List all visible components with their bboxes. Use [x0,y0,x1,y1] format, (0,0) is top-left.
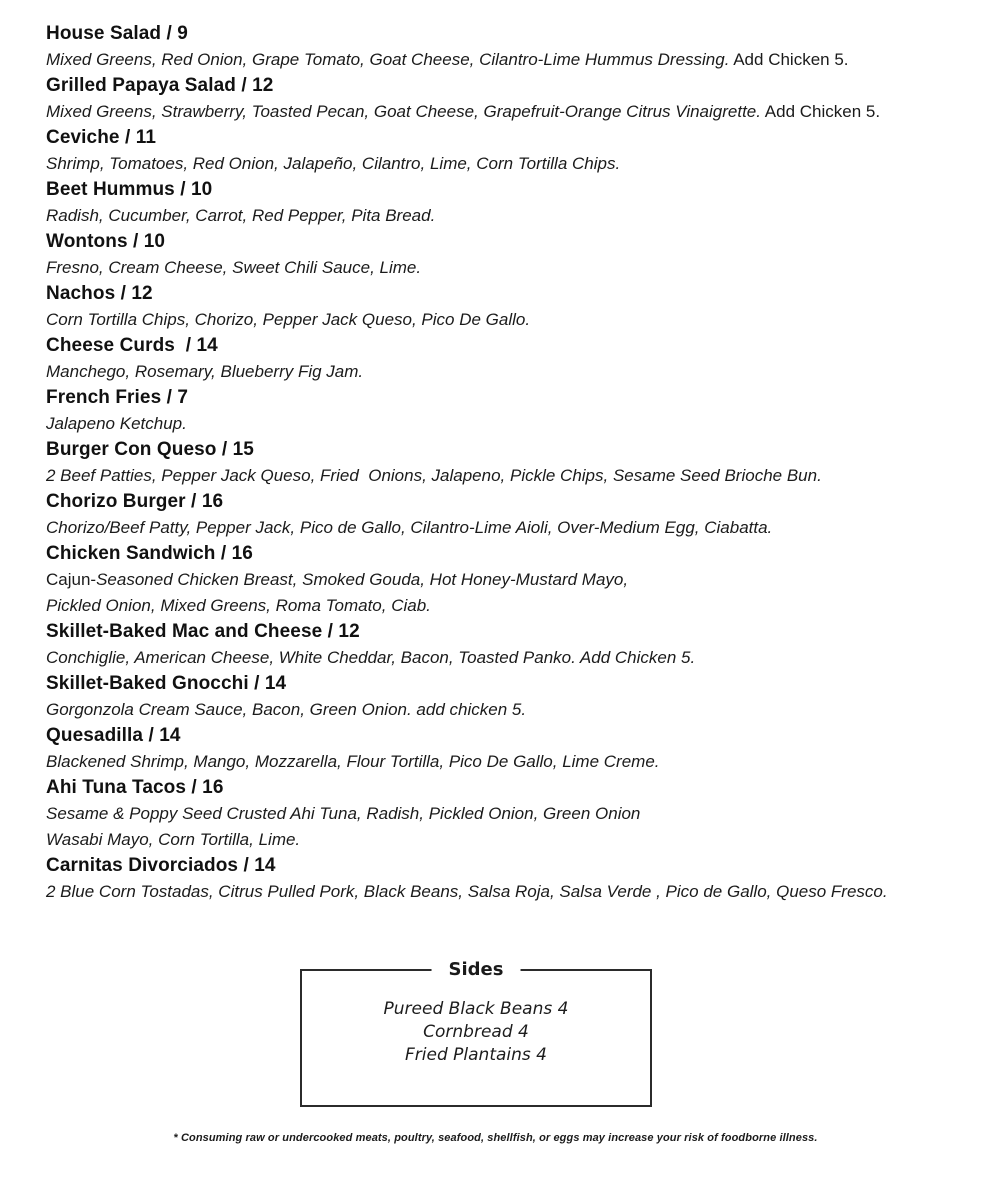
menu-item-description [46,411,965,437]
description-segment: Sesame & Poppy Seed Crusted Ahi Tuna, Radish, Pickled Onion, Green Onion [46,804,641,823]
sides-item: Fried Plantains 4 [405,1045,547,1065]
menu-item-description [46,359,965,385]
menu-item-title: Wontons / 10 [46,231,166,252]
description-segment: Seasoned Chicken Breast, Smoked Gouda, Hot Honey-Mustard Mayo, [96,570,629,589]
description-segment: Radish, Cucumber, Carrot, Red Pepper, Pita Bread. [46,206,436,225]
menu-item-description [46,645,965,671]
menu-item [46,489,965,541]
menu-item [46,73,965,125]
description-segment: Mixed Greens, Strawberry, Toasted Pecan, Goat Cheese, Grapefruit-Orange Citrus Vinaigrette. [46,102,761,121]
description-segment: Blackened Shrimp, Mango, Mozzarella, Flour Tortilla, Pico De Gallo, Lime Creme. [46,752,660,771]
sides-box [300,959,652,1107]
menu-item-title: Beet Hummus / 10 [46,179,213,200]
menu-item [46,541,965,619]
menu-item-description [46,749,965,775]
description-segment: Add Chicken 5. [760,102,881,121]
menu-item-title: Cheese Curds / 14 [46,335,218,356]
sides-item: Pureed Black Beans 4 [383,999,569,1019]
menu-item [46,333,965,385]
menu-item [46,281,965,333]
menu-item-description [46,827,965,853]
description-segment: 2 Blue Corn Tostadas, Citrus Pulled Pork, Black Beans, Salsa Roja, Salsa Verde , Pico de Gallo, Queso Fresco. [46,882,888,901]
menu-item-title: House Salad / 9 [46,23,188,44]
menu-item-description [46,203,965,229]
description-segment: Wasabi Mayo, Corn Tortilla, Lime. [46,830,301,849]
menu-item-description [46,47,965,73]
menu-item-title: Quesadilla / 14 [46,725,181,746]
menu-item-title: Nachos / 12 [46,283,153,304]
description-segment: Pickled Onion, Mixed Greens, Roma Tomato, Ciab. [46,596,431,615]
menu-item [46,775,965,853]
description-segment: Gorgonzola Cream Sauce, Bacon, Green Onion. add chicken 5. [46,700,527,719]
menu-item [46,177,965,229]
description-segment: Corn Tortilla Chips, Chorizo, Pepper Jack Queso, Pico De Gallo. [46,310,531,329]
menu-item [46,853,965,905]
menu-item-description [46,593,965,619]
menu-item-description [46,255,965,281]
description-segment: Fresno, Cream Cheese, Sweet Chili Sauce, Lime. [46,258,422,277]
menu-list [46,21,965,905]
menu-item-title: Ceviche / 11 [46,127,156,148]
description-segment: Chorizo/Beef Patty, Pepper Jack, Pico de Gallo, Cilantro-Lime Aioli, Over-Medium Egg, Ciabatta. [46,518,773,537]
menu-item [46,229,965,281]
menu-item-title: Carnitas Divorciados / 14 [46,855,276,876]
menu-item-description [46,307,965,333]
menu-item-description [46,801,965,827]
description-segment: Conchiglie, American Cheese, White Cheddar, Bacon, Toasted Panko. Add Chicken 5. [46,648,696,667]
menu-item-description [46,99,965,125]
sides-title: Sides [432,958,521,982]
menu-item-description [46,151,965,177]
menu-item-title: Chorizo Burger / 16 [46,491,224,512]
menu-item-description [46,697,965,723]
menu-item-title: Grilled Papaya Salad / 12 [46,75,274,96]
menu-item [46,21,965,73]
menu-item-title: Skillet-Baked Gnocchi / 14 [46,673,287,694]
menu-item-description [46,463,965,489]
description-segment: Shrimp, Tomatoes, Red Onion, Jalapeño, Cilantro, Lime, Corn Tortilla Chips. [46,154,621,173]
menu-item-description [46,879,965,905]
menu-item-title: Ahi Tuna Tacos / 16 [46,777,224,798]
sides-item-list [302,971,650,1067]
description-segment: Add Chicken 5. [729,50,849,69]
sides-item: Cornbread 4 [423,1022,529,1042]
menu-item-title: Burger Con Queso / 15 [46,439,254,460]
menu-item [46,385,965,437]
menu-item-title: French Fries / 7 [46,387,189,408]
disclaimer-text: * Consuming raw or undercooked meats, poultry, seafood, shellfish, or eggs may increase your risk of foodborne illness. [173,1132,818,1144]
description-segment: 2 Beef Patties, Pepper Jack Queso, Fried Onions, Jalapeno, Pickle Chips, Sesame Seed Brioche Bun. [46,466,822,485]
menu-item [46,723,965,775]
menu-item-description [46,515,965,541]
menu-item [46,125,965,177]
menu-item-description [46,567,965,593]
menu-item-title: Chicken Sandwich / 16 [46,543,253,564]
menu-item [46,437,965,489]
description-segment: Jalapeno Ketchup. [46,414,187,433]
menu-item [46,671,965,723]
menu-item-title: Skillet-Baked Mac and Cheese / 12 [46,621,360,642]
description-segment: Cajun- [46,570,97,589]
menu-item [46,619,965,671]
description-segment: Manchego, Rosemary, Blueberry Fig Jam. [46,362,364,381]
description-segment: Mixed Greens, Red Onion, Grape Tomato, Goat Cheese, Cilantro-Lime Hummus Dressing. [46,50,730,69]
